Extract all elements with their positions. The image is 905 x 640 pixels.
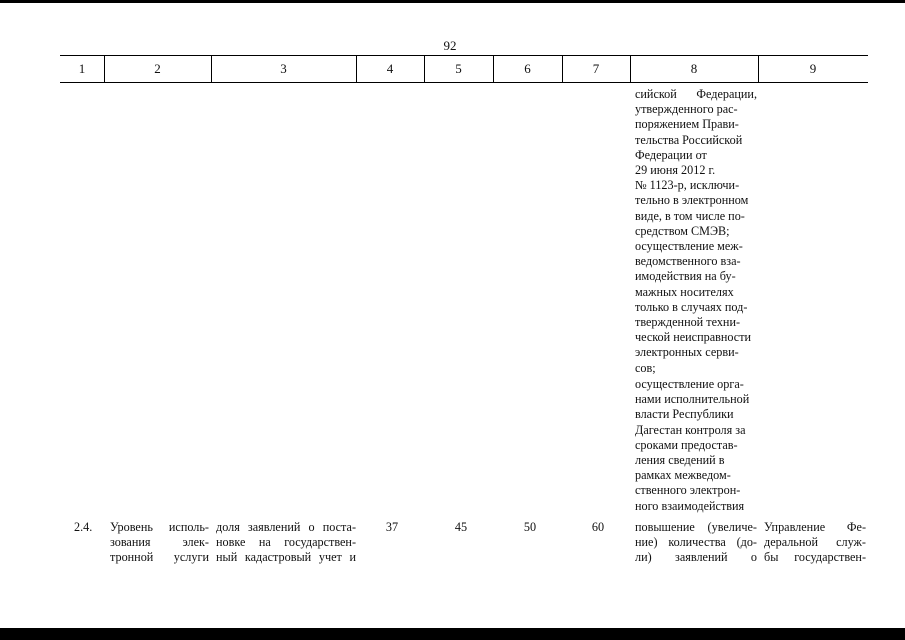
column-header-7: 7 — [592, 61, 600, 76]
text-line: ческой неисправности — [635, 330, 752, 345]
text-line: поряжением Прави- — [635, 117, 739, 132]
text-line: осуществление меж- — [635, 239, 743, 254]
row-indicator-description — [216, 520, 356, 566]
column-header-5: 5 — [455, 61, 462, 76]
text-line: сроками предостав- — [635, 437, 738, 452]
col8-control-text — [635, 377, 757, 514]
value-col4: 37 — [385, 520, 399, 534]
text-line: ведомственного вза- — [635, 254, 741, 269]
col8-continued-text — [635, 87, 757, 376]
column-header-2: 2 — [154, 61, 161, 76]
text-line: только в случаях под- — [635, 299, 748, 314]
text-line: средством СМЭВ; — [635, 223, 730, 238]
text-line: мажных носителях — [635, 284, 734, 299]
text-line: новке на государствен- — [216, 535, 356, 550]
row-number: 2.4. — [74, 520, 93, 534]
text-line: Управление Фе- — [764, 520, 866, 534]
text-line: тельно в электронном — [635, 193, 749, 208]
text-line: твержденной техни- — [635, 315, 741, 330]
text-line: повышение (увеличе- — [635, 520, 757, 534]
text-line: ления сведений в — [635, 453, 725, 468]
text-line: бы государствен- — [764, 550, 866, 565]
text-line: тельства Российской — [635, 132, 743, 147]
text-line: рамках межведом- — [635, 468, 731, 483]
text-line: нами исполнительной — [635, 392, 750, 407]
text-line: зования элек- — [110, 535, 209, 550]
text-line: ственного электрон- — [635, 483, 741, 498]
column-header-6: 6 — [524, 61, 531, 76]
text-line: 29 июня 2012 г. — [635, 163, 716, 178]
text-line: сийской Федерации, утвержденного рас- — [635, 87, 757, 117]
table-header-row — [60, 55, 868, 83]
text-line: ного взаимодействия — [635, 498, 745, 513]
text-line: ный кадастровый учет и — [216, 550, 356, 565]
column-header-3: 3 — [280, 61, 287, 76]
row-indicator-name — [110, 520, 209, 566]
text-line: Дагестан контроля за — [635, 422, 746, 437]
text-line: электронных серви- — [635, 345, 739, 360]
text-line: деральной служ- — [764, 535, 866, 550]
text-line: сов; — [635, 360, 656, 375]
text-line: № 1123-р, исключи- — [635, 178, 740, 193]
page-number: 92 — [443, 38, 457, 53]
column-header-8: 8 — [690, 61, 698, 76]
text-line: виде, в том числе по- — [635, 208, 745, 223]
text-line: власти Республики — [635, 407, 734, 422]
value-col5: 45 — [454, 520, 468, 534]
value-col6: 50 — [523, 520, 537, 534]
text-line: имодействия на бу- — [635, 269, 736, 284]
column-header-4: 4 — [386, 61, 394, 76]
text-line: Уровень исполь- — [110, 520, 209, 534]
row-measures-text — [635, 520, 757, 566]
text-line: тронной услуги — [110, 550, 209, 565]
column-header-1: 1 — [78, 61, 86, 76]
value-col7: 60 — [591, 520, 605, 534]
text-line: осуществление орга- — [635, 377, 744, 391]
scan-bottom-edge — [0, 628, 905, 640]
text-line: доля заявлений о поста- — [216, 520, 356, 534]
text-line: ли) заявлений о — [635, 550, 757, 565]
column-header-9: 9 — [809, 61, 817, 76]
text-line: Федерации от — [635, 147, 707, 162]
text-line: ние) количества (до- — [635, 535, 757, 550]
scan-top-edge — [0, 0, 905, 3]
row-responsible-text — [764, 520, 866, 566]
